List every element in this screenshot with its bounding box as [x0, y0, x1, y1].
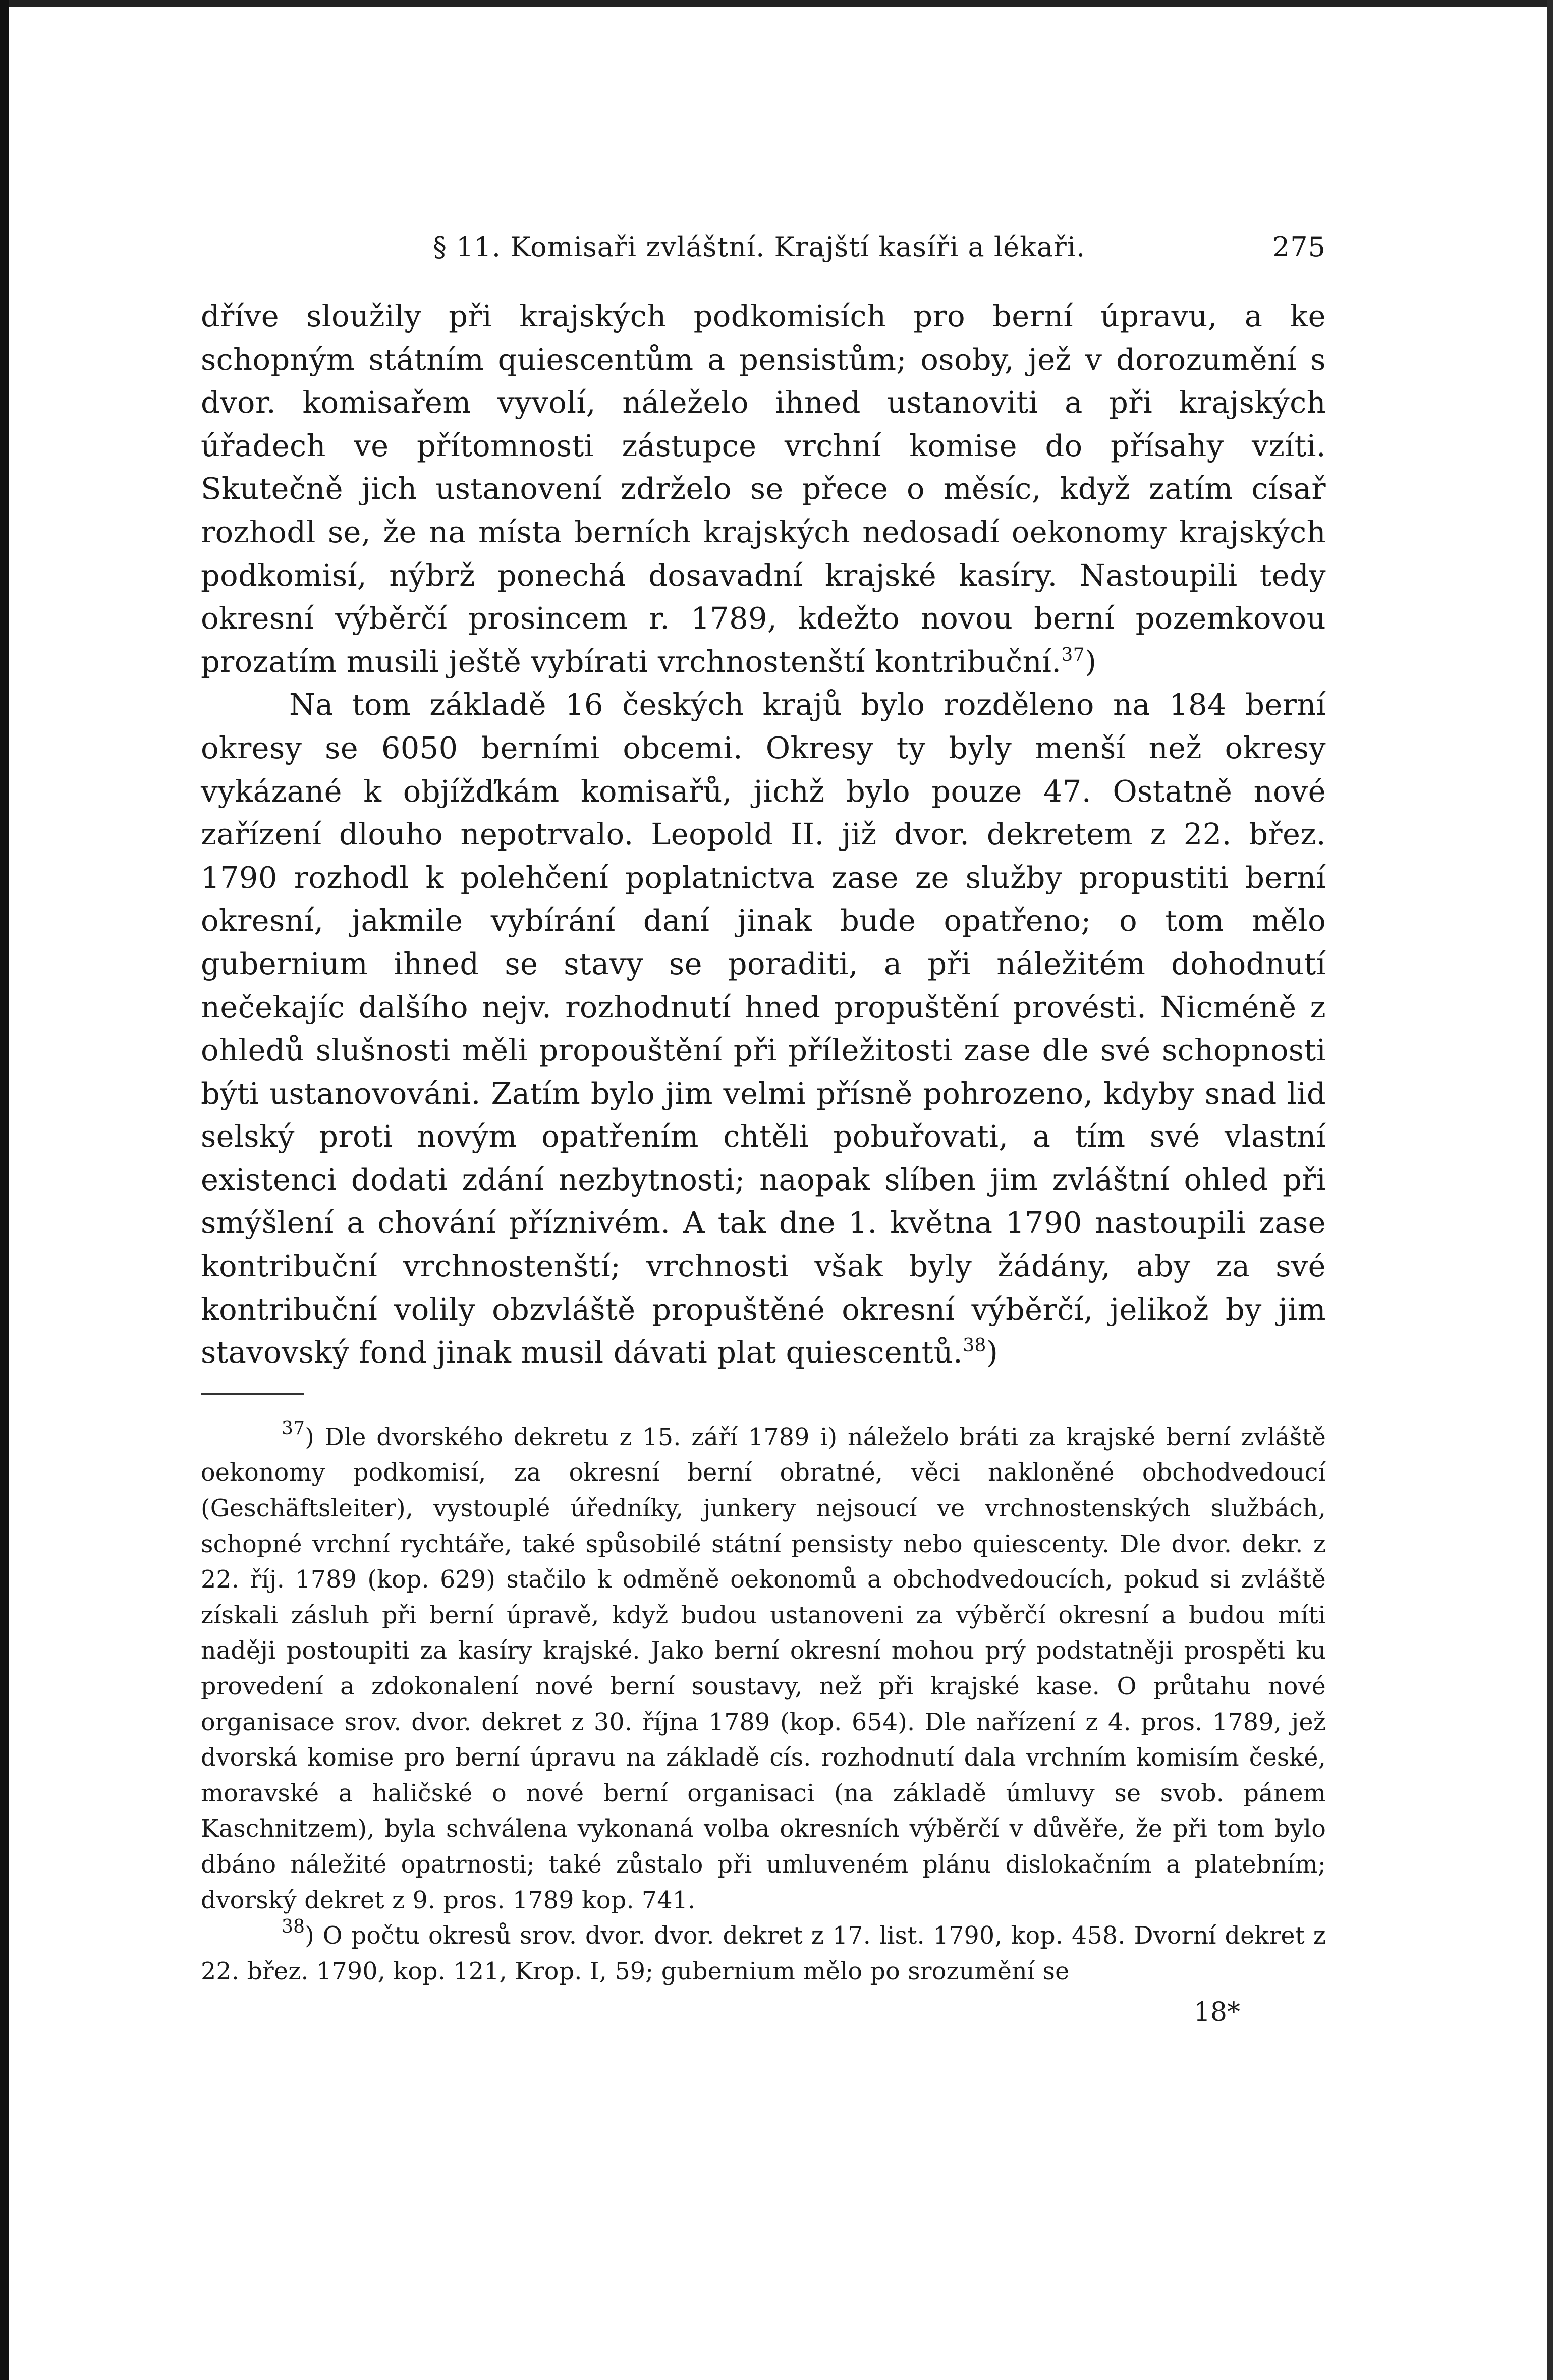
page-number: 275 [1272, 231, 1326, 263]
paragraph-1-text: dříve sloužily při krajských podkomisích pro berní úpravu, a ke schopným státním quiescentům a pensistům; osoby, jež v dorozumění s dvor. komisařem vyvolí, náleželo ihned ustanoviti a při krajských úřadech ve přítomnosti zástupce vrchní komise do přísahy vzíti. Skutečně jich ustanovení zdrželo se přece o měsíc, když zatím císař rozhodl se, že na místa berních krajských nedosadí oekonomy krajských podkomisí, nýbrž ponechá dosavadní krajské kasíry. Nastoupili tedy okresní výběrčí prosincem r. 1789, kdežto novou berní pozemkovou prozatím musili ještě vybírati vrchnostenští kontribuční. [201, 299, 1326, 679]
scan-border-right [1547, 0, 1553, 2380]
footnotes [201, 1420, 1326, 1990]
footnote-38-open: ) [305, 1922, 314, 1950]
paragraph-2-text: Na tom základě 16 českých krajů bylo rozděleno na 184 berní okresy se 6050 berními obcemi. Okresy ty byly menší než okresy vykázané k objížďkám komisařů, jichž bylo pouze 47. Ostatně nové zařízení dlouho nepotrvalo. Leopold II. již dvor. dekretem z 22. břez. 1790 rozhodl k polehčení poplatnictva zase ze služby propustiti berní okresní, jakmile vybírání daní jinak bude opatřeno; o tom mělo gubernium ihned se stavy se poraditi, a při náležitém dohodnutí nečekajíc dalšího nejv. rozhodnutí hned propuštění provésti. Nicméně z ohledů slušnosti měli propouštění při příležitosti zase dle své schopnosti býti ustanovováni. Zatím bylo jim velmi přísně pohrozeno, kdyby snad lid selský proti novým opatřením chtěli pobuřovati, a tím své vlastní existenci dodati zdání nezbytnosti; naopak slíben jim zvláštní ohled při smýšlení a chování příznivém. A tak dne 1. května 1790 nastoupili zase kontribuční vrchnostenští; vrchnosti však byly žádány, aby za své kontribuční volily obzvláště propuštěné okresní výběrčí, jelikož by jim stavovský fond jinak musil dávati plat quiescentů. [201, 687, 1326, 1370]
footnote-37-marker: 37 [282, 1418, 305, 1439]
footnote-38 [201, 1918, 1326, 1990]
scan-border-left [0, 0, 9, 2380]
footnote-37 [201, 1420, 1326, 1918]
paragraph-2-close: ) [986, 1335, 999, 1370]
paragraph-2 [201, 683, 1326, 1374]
footnote-37-open: ) [305, 1423, 314, 1451]
footnote-divider [201, 1393, 304, 1395]
footnote-38-marker: 38 [282, 1916, 305, 1938]
scan-border-top [0, 0, 1553, 7]
page-header [201, 222, 1326, 267]
footnote-ref-37: 37 [1061, 644, 1085, 665]
main-text [201, 295, 1326, 1374]
paragraph-1-close: ) [1085, 644, 1097, 679]
sheet-signature: 18* [1193, 1997, 1240, 2028]
paragraph-1 [201, 295, 1326, 683]
footnote-37-text: Dle dvorského dekretu z 15. září 1789 i) náleželo bráti za krajské berní zvláště oekonomy podkomisí, za okresní berní obratné, věci nakloněné obchodvedoucí (Geschäftsleiter), vystouplé úředníky, junkery nejsoucí ve vrchnostenských službách, schopné vrchní rychtáře, také spůsobilé státní pensisty nebo quiescenty. Dle dvor. dekr. z 22. říj. 1789 (kop. 629) stačilo k odměně oekonomů a obchodvedoucích, pokud si zvláště získali zásluh při berní úpravě, když budou ustanoveni za výběrčí okresní a budou míti naději postoupiti za kasíry krajské. Jako berní okresní mohou prý podstatněji prospěti ku provedení a zdokonalení nové berní soustavy, než při krajské kase. O průtahu nové organisace srov. dvor. dekret z 30. října 1789 (kop. 654). Dle nařízení z 4. pros. 1789, jež dvorská komise pro berní úpravu na základě cís. rozhodnutí dala vrchním komisím české, moravské a haličské o nové berní organisaci (na základě úmluvy se svob. pánem Kaschnitzem), byla schválena vykonaná volba okresních výběrčí v důvěře, že při tom bylo dbáno náležité opatrnosti; také zůstalo při umluveném plánu dislokačním a platebním; dvorský dekret z 9. pros. 1789 kop. 741. [201, 1423, 1326, 1914]
book-page [201, 222, 1326, 2030]
running-title: § 11. Komisaři zvláštní. Krajští kasíři a lékaři. [433, 231, 1086, 263]
footnote-ref-38: 38 [963, 1335, 986, 1356]
footnote-38-text: O počtu okresů srov. dvor. dvor. dekret z 17. list. 1790, kop. 458. Dvorní dekret z 22. břez. 1790, kop. 121, Krop. I, 59; gubernium mělo po srozumění se [201, 1922, 1326, 1986]
